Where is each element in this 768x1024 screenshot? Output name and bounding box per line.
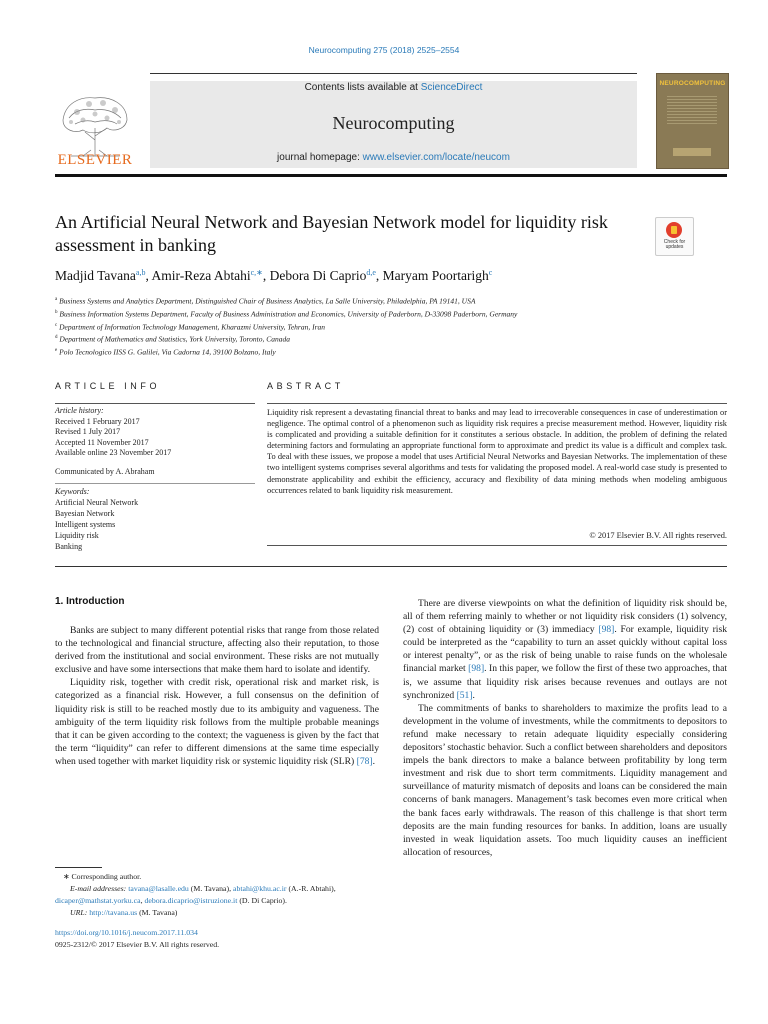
paragraph-text: Liquidity risk, together with credit risk, operational risk and market risk, is categorized as a financial risk. However, a full consensus on the definition of liquidity risk is still to be reached mostly due to its ambiguity and vagueness. The ambiguity of the term liquidity risk follows from the multiple probable meanings that it can be given according to the context; the vagueness is given by the fact that the term “liquidity” can refer to different dimensions at the same time especially when used together with market liquidity risk or systemic liquidity risk (SLR) bbox=[55, 677, 379, 767]
article-info-rule bbox=[55, 403, 255, 404]
article-history-label: Article history: bbox=[55, 406, 104, 415]
check-for-updates-badge[interactable] bbox=[655, 217, 694, 256]
introduction-heading: 1. Introduction bbox=[55, 596, 125, 607]
affiliation-text: Business Systems and Analytics Department, Distinguished Chair of Business Analytics, La Salle University, Philadelphia, PA 19141, USA bbox=[59, 296, 476, 306]
affiliation bbox=[55, 294, 735, 307]
body-left-column bbox=[55, 624, 379, 768]
elsevier-wordmark: ELSEVIER bbox=[57, 152, 133, 168]
footnotes bbox=[55, 871, 379, 919]
citation-link-98[interactable]: [98] bbox=[468, 663, 485, 675]
paragraph-text: . For example, liquidity risk could be interpreted as the “capability to turn an asset quickly without capital loss or interest penalty”, or as the risk of being unable to raise funds on the wholesale financial market bbox=[403, 624, 727, 675]
journal-homepage-link[interactable]: www.elsevier.com/locate/neucom bbox=[362, 152, 510, 163]
contents-available-line bbox=[150, 82, 637, 93]
author-name: Maryam Poortarigh bbox=[382, 268, 489, 283]
email-owner: (A.-R. Abtahi), bbox=[286, 883, 336, 893]
paragraph-text: There are diverse viewpoints on what the definition of liquidity risk should be, all of them referring mainly to whether or not liquidity risk considers (1) solvency, (2) cost of obtaining liquidity or (3) immediacy bbox=[403, 598, 727, 636]
affiliation bbox=[55, 345, 735, 358]
author-name: Debora Di Caprio bbox=[269, 268, 367, 283]
cover-subtitle-block bbox=[673, 148, 711, 156]
author-url-link[interactable]: http://tavana.us bbox=[89, 907, 138, 917]
affiliation bbox=[55, 320, 735, 333]
email-link[interactable]: dicaper@mathstat.yorku.ca bbox=[55, 895, 141, 905]
doi-block bbox=[55, 927, 379, 950]
author-affiliation-ref[interactable]: c,∗ bbox=[250, 268, 263, 277]
article-history bbox=[55, 406, 255, 459]
affiliation-marker: d bbox=[55, 335, 58, 341]
corresponding-author-note: ∗ Corresponding author. bbox=[63, 872, 142, 881]
history-entry: Revised 1 July 2017 bbox=[55, 427, 121, 437]
doi-link[interactable]: https://doi.org/10.1016/j.neucom.2017.11.034 bbox=[55, 928, 198, 937]
affiliation-text: Polo Tecnologico IISS G. Galilei, Via Cadorna 14, 39100 Bolzano, Italy bbox=[59, 347, 276, 357]
journal-citation[interactable]: Neurocomputing 275 (2018) 2525–2554 bbox=[308, 45, 460, 55]
affiliation-marker: b bbox=[55, 309, 58, 315]
paragraph-text: . bbox=[372, 755, 376, 767]
email-line bbox=[55, 895, 379, 907]
body-paragraph: Banks are subject to many different potential risks that range from those related to the technological and financial structure, affecting also their reputation, to those derived from the institutional and social environment. These risks are not mutually exclusive and have some intersections that make them hard to isolate and identify. bbox=[55, 625, 379, 676]
paragraph-text: . In this paper, we follow the first of these two approaches, that is, we assume that liquidity risk arises because revenues and outlays are not synchronized bbox=[403, 663, 727, 701]
keywords bbox=[55, 487, 255, 552]
sciencedirect-link[interactable]: ScienceDirect bbox=[420, 82, 483, 93]
footnote-rule bbox=[55, 867, 102, 868]
paragraph-text: . bbox=[472, 689, 475, 701]
journal-cover-thumbnail[interactable] bbox=[656, 73, 729, 169]
author-name: Madjid Tavana bbox=[55, 268, 136, 283]
affiliation bbox=[55, 332, 735, 345]
communicated-by: Communicated by A. Abraham bbox=[55, 467, 155, 476]
keyword: Liquidity risk bbox=[55, 530, 99, 540]
masthead-bottom-rule bbox=[55, 174, 727, 177]
homepage-prefix: journal homepage: bbox=[277, 152, 363, 163]
email-owner: (M. Tavana), bbox=[188, 883, 233, 893]
url-line bbox=[55, 907, 379, 919]
body-paragraph bbox=[55, 676, 379, 768]
check-updates-label: Check for updates bbox=[663, 239, 686, 250]
issn-copyright: 0925-2312/© 2017 Elsevier B.V. All rights reserved. bbox=[55, 939, 220, 949]
affiliation-text: Department of Information Technology Management, Kharazmi University, Tehran, Iran bbox=[59, 322, 326, 332]
abstract-copyright: © 2017 Elsevier B.V. All rights reserved. bbox=[589, 531, 727, 540]
email-link[interactable]: abtahi@khu.ac.ir bbox=[232, 883, 287, 893]
contents-prefix: Contents lists available at bbox=[304, 82, 421, 93]
affiliation-marker: c bbox=[55, 322, 58, 328]
email-separator: , bbox=[140, 895, 145, 905]
keyword: Intelligent systems bbox=[55, 519, 116, 529]
affiliation-text: Department of Mathematics and Statistics, York University, Toronto, Canada bbox=[59, 334, 291, 344]
abstract-heading: ABSTRACT bbox=[267, 381, 344, 391]
history-entry: Accepted 11 November 2017 bbox=[55, 437, 149, 447]
citation-link-51[interactable]: [51] bbox=[456, 689, 473, 701]
email-owner: (D. Di Caprio). bbox=[237, 895, 287, 905]
keywords-label: Keywords: bbox=[55, 487, 90, 496]
author-affiliation-ref[interactable]: d,e bbox=[366, 268, 376, 277]
front-matter-bottom-rule bbox=[55, 566, 727, 567]
body-right-column bbox=[403, 597, 727, 859]
journal-name: Neurocomputing bbox=[332, 113, 455, 133]
abstract-rule bbox=[267, 403, 727, 404]
author-affiliation-ref[interactable]: a,b bbox=[135, 268, 146, 277]
keyword: Banking bbox=[55, 541, 83, 551]
affiliation-marker: a bbox=[55, 297, 58, 302]
cover-title: NEUROCOMPUTING bbox=[659, 80, 726, 87]
keyword: Bayesian Network bbox=[55, 508, 115, 518]
email-link[interactable]: tavana@lasalle.edu bbox=[128, 883, 189, 893]
affiliation bbox=[55, 307, 735, 320]
journal-homepage-line bbox=[150, 152, 637, 163]
body-paragraph bbox=[403, 597, 727, 702]
keyword: Artificial Neural Network bbox=[55, 497, 139, 507]
author-name: Amir-Reza Abtahi bbox=[151, 268, 251, 283]
url-owner: (M. Tavana) bbox=[137, 907, 178, 917]
abstract-bottom-rule bbox=[267, 545, 727, 546]
citation-link-98[interactable]: [98] bbox=[598, 624, 615, 636]
author-affiliation-ref[interactable]: c bbox=[488, 268, 493, 277]
body-paragraph: The commitments of banks to shareholders to maximize the profits lead to a development in the volume of investments, while the commitments to depositors to refund make necessary to retain adequate liquidity especially considering depositors’ stochastic behavior. Such a conflict between shareholders and depositors impels the bank directors to make a balance between profitability by long term investment and risk due to short term commitments. Liquidity management and surveillance of maturity mismatch of deposits and loans can be considered the main concerns of bank managers. Management’s task becomes even more critical when the bank faces early withdrawals. The reason of this challenge is that short term deposits are the main funding resources for banks. In addition, loans are usually invested in weak liquidation assets. Too much liquidity causes an inefficient allocation of resources, bbox=[403, 702, 727, 858]
email-link[interactable]: debora.dicaprio@istruzione.it bbox=[144, 895, 238, 905]
affiliation-marker: e bbox=[55, 348, 58, 354]
paper-title: An Artificial Neural Network and Bayesian Network model for liquidity risk assessment in banking bbox=[55, 212, 608, 255]
abstract-text: Liquidity risk represent a devastating financial threat to banks and may lead to irrecoverable consequences in case of underestimation or negligence. The optimal control of a phenomenon such as liquidity risk requires a precise measurement method. However, liquidity risk is complicated and providing a suitable definition for it constitutes a serious obstacle. In addition, the problem of defining the related determining factors and formulating an appropriate functional form to approximate and predict its value is a difficult and complex task. To deal with these issues, we propose a model that uses Artificial Neural Networks and Bayesian Networks. The implementation of these two intelligent systems comprises several algorithms and tests for validating the proposed model. A real-world case study is presented to demonstrate applicability and exhibit the efficiency, accuracy and flexibility of data mining methods when modeling ambiguous occurrences related to bank liquidity risk measurement. bbox=[267, 408, 727, 495]
citation-link-78[interactable]: [78] bbox=[356, 755, 373, 767]
article-info-divider bbox=[55, 483, 255, 484]
email-label: E-mail addresses: bbox=[70, 883, 127, 893]
author-list: Madjid Tavana$^{a,b}$, Amir-Reza Abtahi$^{c,∗}$, Debora Di Caprio$^{d,e}$, Maryam Poortarigh$^c$ bbox=[55, 268, 493, 283]
check-updates-icon bbox=[666, 222, 682, 238]
affiliation-list bbox=[55, 294, 735, 358]
history-entry: Available online 23 November 2017 bbox=[55, 448, 172, 458]
email-line bbox=[55, 883, 379, 895]
article-info-heading: ARTICLE INFO bbox=[55, 381, 161, 391]
cover-text-block bbox=[667, 96, 717, 126]
history-entry: Received 1 February 2017 bbox=[55, 416, 140, 426]
affiliation-text: Business Information Systems Department, Faculty of Business Administration and Economics, University of Paderborn, D-33098 Paderborn, Germany bbox=[59, 309, 518, 319]
masthead-top-rule bbox=[150, 73, 637, 74]
url-label: URL: bbox=[70, 907, 88, 917]
